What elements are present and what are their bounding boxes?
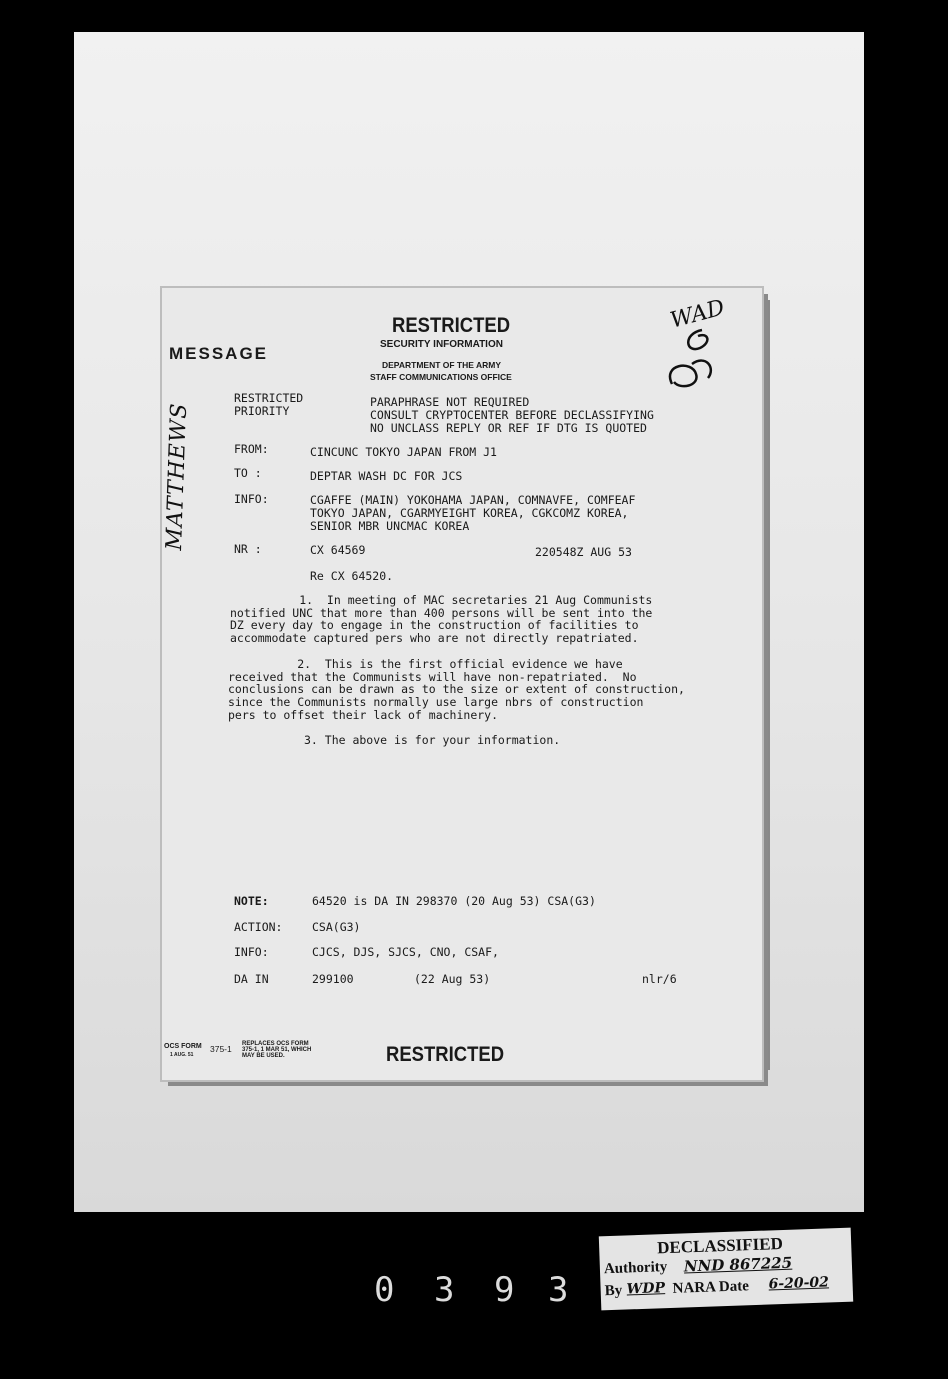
unclass-reply-notice: NO UNCLASS REPLY OR REF IF DTG IS QUOTED [370,421,647,435]
department-label: DEPARTMENT OF THE ARMY [382,360,501,370]
footer-info-value: CJCS, DJS, SJCS, CNO, CSAF, [312,945,499,959]
to-label: TO : [234,466,262,480]
frame-digit: 9 [494,1270,515,1310]
office-label: STAFF COMMUNICATIONS OFFICE [370,372,512,382]
to-value: DEPTAR WASH DC FOR JCS [310,469,463,483]
from-value: CINCUNC TOKYO JAPAN FROM J1 [310,445,497,459]
authority-label: Authority [603,1259,668,1278]
replaces-line-2: 375-1, 1 MAR 51, WHICH [242,1047,312,1053]
cryptocenter-notice: CONSULT CRYPTOCENTER BEFORE DECLASSIFYING [370,408,654,422]
authority-value: NND 867225 [683,1253,793,1276]
info-value-line-3: SENIOR MBR UNCMAC KOREA [310,519,470,533]
note-label: NOTE: [234,894,269,908]
info-label: INFO: [234,492,269,506]
security-information-label: SECURITY INFORMATION [380,339,503,350]
nara-date-value: 6-20-02 [768,1274,830,1293]
replaces-line-1: REPLACES OCS FORM [242,1041,309,1047]
page-stack-edge [762,300,770,1070]
classification-label: RESTRICTED [234,391,304,405]
paraphrase-notice: PARAPHRASE NOT REQUIRED [370,395,530,409]
declassified-label [599,1228,853,1311]
footer-info-label: INFO: [234,945,269,959]
nara-date-label: NARA Date [672,1278,750,1297]
message-title: MESSAGE [169,344,269,363]
frame-digit: 0 [374,1270,395,1310]
from-label: FROM: [234,442,269,456]
restricted-stamp-top: RESTRICTED [392,314,511,337]
date-time-group: 220548Z AUG 53 [535,545,632,559]
replaces-line-3: MAY BE USED. [242,1053,285,1059]
handwritten-margin-name: MATTHEWS [162,402,193,551]
note-value: 64520 is DA IN 298370 (20 Aug 53) CSA(G3) [312,894,596,908]
reference-line: Re CX 64520. [310,569,394,583]
body-paragraph-3: 3. The above is for your information. [304,733,561,747]
action-value: CSA(G3) [312,920,361,934]
by-label: By [604,1282,623,1300]
precedence-label: PRIORITY [234,404,290,418]
by-value: WDP [626,1280,666,1298]
action-label: ACTION: [234,920,283,934]
info-value-line-2: TOKYO JAPAN, CGARMYEIGHT KOREA, CGKCOMZ KOREA, [310,506,629,520]
form-label: OCS FORM [164,1043,202,1050]
nr-label: NR : [234,542,262,556]
da-in-date: (22 Aug 53) [414,972,491,986]
info-value-line-1: CGAFFE (MAIN) YOKOHAMA JAPAN, COMNAVFE, COMFEAF [310,493,636,507]
body-paragraph-2: 2. This is the first official evidence we have received that the Communists will have non-repatriated. No conclusions can be drawn as to the size or extent of construction, since the Communists normally use large nbrs of construction pers to offset their lack of machinery. [228,657,685,722]
body-paragraph-1: 1. In meeting of MAC secretaries 21 Aug Communists notified UNC that more than 400 persons will be sent into the DZ every day to engage in the construction of facilities to accommodate captured pers who are not directly repatriated. [230,593,653,646]
da-in-value: 299100 [312,972,354,986]
nr-value: CX 64569 [310,543,366,557]
handwritten-corner-mark: WAD [667,295,728,334]
frame-digit: 3 [434,1270,455,1310]
message-sheet [162,288,762,1080]
da-in-label: DA IN [234,972,269,986]
form-number: 375-1 [210,1044,232,1054]
declassified-title: DECLASSIFIED [656,1234,784,1258]
restricted-stamp-bottom: RESTRICTED [386,1043,505,1066]
form-date: 1 AUG. 51 [170,1052,194,1058]
operator-initials: nlr/6 [642,972,677,986]
frame-digit: 3 [548,1270,569,1310]
handwritten-scribble-mark [662,324,722,394]
